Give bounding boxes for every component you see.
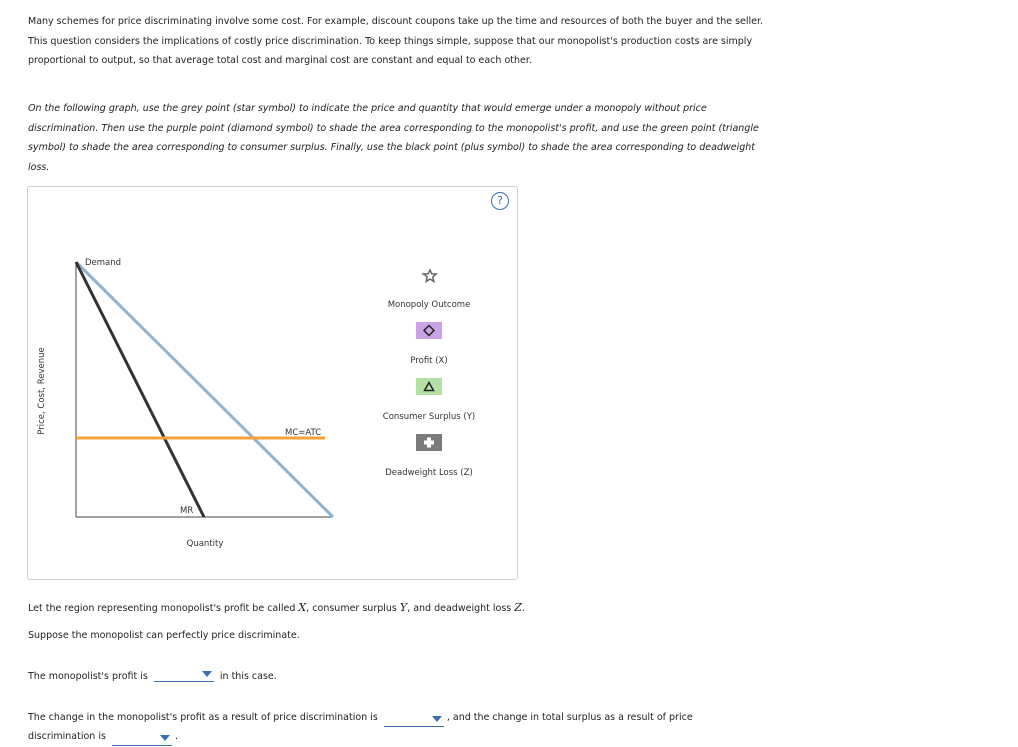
- chevron-down-icon: [160, 735, 170, 741]
- profit-tool[interactable]: [416, 322, 442, 339]
- chevron-down-icon: [202, 671, 212, 677]
- graph-panel: [27, 186, 518, 580]
- question-1: The monopolist's profit is in this case.: [28, 668, 277, 682]
- demand-label: Demand: [85, 258, 122, 268]
- triangle-icon: [416, 378, 442, 395]
- y-axis-label: Price, Cost, Revenue: [37, 347, 47, 435]
- region-sentence: Let the region representing monopolist's profit be called X, consumer surplus Y, and deadweight loss Z.: [28, 601, 525, 614]
- monopoly-outcome-star-icon[interactable]: [422, 270, 436, 282]
- instructions-text: On the following graph, use the grey point (star symbol) to indicate the price and quantity that would emerge under a monopoly without price discrimination. Then use the purple point (diamond symbol) to shade the area corresponding to the monopolist's profit, and use the green point (triangle symbol) to shade the area corresponding to consumer surplus. Finally, use the black point (plus symbol) to shade the area corresponding to deadweight loss.: [28, 103, 759, 173]
- plus-icon: [416, 434, 442, 451]
- region-y: Y: [399, 601, 408, 614]
- diamond-icon: [416, 322, 442, 339]
- perfect-pd-text: Suppose the monopolist can perfectly price discriminate.: [28, 630, 300, 641]
- x-axis-label: Quantity: [186, 539, 224, 549]
- demand-curve[interactable]: [76, 262, 333, 517]
- monopoly-outcome-label: Monopoly Outcome: [387, 300, 471, 310]
- help-icon[interactable]: ?: [491, 192, 509, 210]
- region-z: Z: [514, 601, 522, 614]
- mr-curve[interactable]: [76, 262, 204, 517]
- question-2: The change in the monopolist's profit as a result of price discrimination is , and the change in total surplus as a result of price discrimination is .: [28, 708, 748, 746]
- surplus-change-dropdown[interactable]: [112, 732, 172, 746]
- profit-label: Profit (X): [410, 356, 448, 366]
- graph-canvas[interactable]: [28, 187, 517, 579]
- profit-dropdown[interactable]: [154, 668, 214, 682]
- deadweight-loss-label: Deadweight Loss (Z): [385, 468, 473, 478]
- profit-change-dropdown[interactable]: [384, 713, 444, 727]
- chevron-down-icon: [432, 716, 442, 722]
- consumer-surplus-tool[interactable]: [416, 378, 442, 395]
- mr-label: MR: [180, 506, 194, 516]
- intro-text: Many schemes for price discriminating involve some cost. For example, discount coupons take up the time and resources of both the buyer and the seller. This question considers the implications of costly price discrimination. To keep things simple, suppose that our monopolist's production costs are simply proportional to output, so that average total cost and marginal cost are constant and equal to each other.: [28, 16, 764, 66]
- deadweight-loss-tool[interactable]: [416, 434, 442, 451]
- region-x: X: [298, 601, 307, 614]
- consumer-surplus-label: Consumer Surplus (Y): [382, 412, 476, 422]
- mc-atc-label: MC=ATC: [285, 428, 322, 438]
